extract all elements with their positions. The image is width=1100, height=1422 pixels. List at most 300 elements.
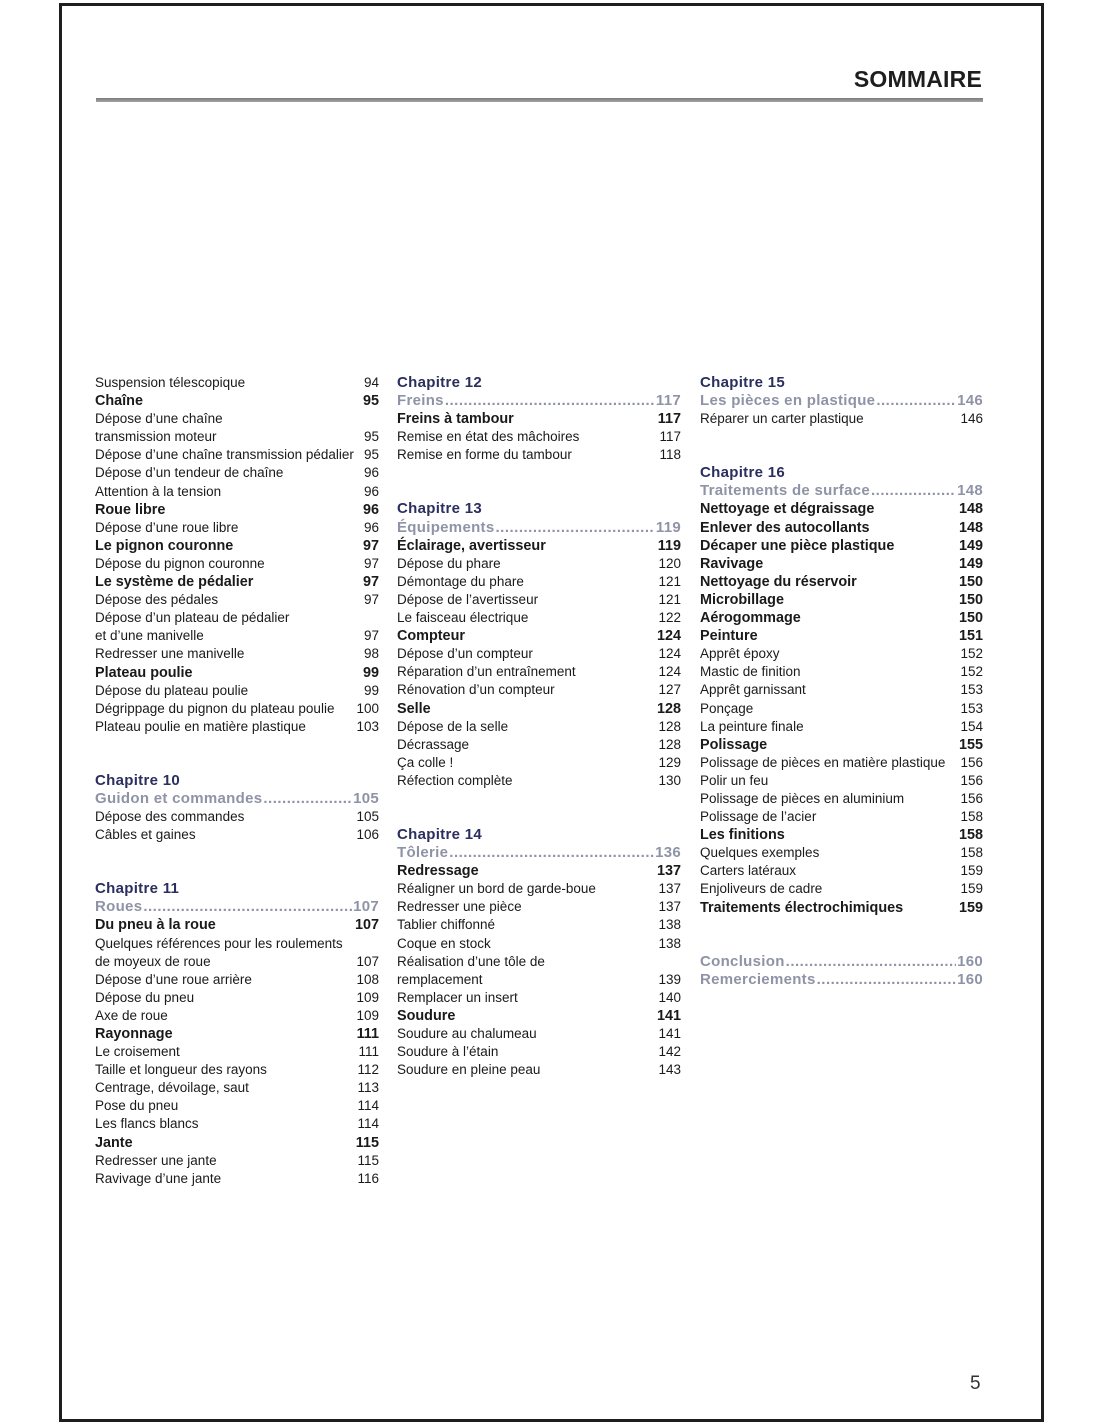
toc-entry-page: 97	[362, 574, 379, 591]
toc-entry-page: 141	[656, 1007, 681, 1024]
chapter-title-entry[interactable]	[397, 844, 681, 862]
toc-entry-title: Dégrippage du pignon du plateau poulie	[95, 700, 335, 716]
page-number: 5	[970, 1373, 981, 1394]
chapter-title: Les pièces en plastique	[700, 392, 876, 410]
toc-entry-title: Plateau poulie en matière plastique	[95, 718, 306, 734]
toc-entry-page: 94	[363, 375, 379, 390]
toc-section-entry[interactable]	[397, 1007, 681, 1025]
toc-entry-page: 114	[357, 1116, 379, 1132]
toc-entry-page: 107	[356, 953, 379, 969]
toc-entry-title: Le pignon couronne	[95, 537, 234, 554]
toc-entry-page: 146	[960, 411, 983, 427]
chapter-title-entry[interactable]	[700, 953, 983, 971]
toc-entry-page: 151	[958, 628, 983, 645]
chapter-title-entry[interactable]	[397, 392, 681, 410]
toc-entry-page: 117	[657, 411, 681, 428]
toc-section-entry[interactable]	[700, 555, 983, 573]
chapter-title: Conclusion	[700, 952, 785, 970]
toc-entry[interactable]	[700, 754, 983, 772]
toc-entry[interactable]	[397, 953, 681, 971]
toc-entry-title: Dépose du pneu	[95, 989, 195, 1005]
toc-entry-title: Réparer un carter plastique	[700, 411, 864, 427]
toc-entry[interactable]	[95, 935, 379, 953]
toc-entry-title: Redresser une manivelle	[95, 646, 245, 662]
toc-entry-page: 158	[960, 845, 983, 861]
chapter-title-entry[interactable]	[397, 519, 681, 537]
toc-entry-title: Taille et longueur des rayons	[95, 1062, 267, 1078]
toc-entry-page: 158	[958, 827, 983, 844]
toc-entry-page: 156	[960, 790, 983, 806]
toc-section-entry[interactable]	[397, 537, 681, 555]
toc-entry-page: 137	[658, 881, 681, 897]
toc-entry-page: 96	[363, 483, 379, 499]
toc-entry-page: 111	[356, 1026, 379, 1042]
toc-section-entry[interactable]	[95, 1025, 379, 1043]
toc-column-1	[95, 374, 379, 1188]
toc-entry-page: 97	[363, 628, 379, 644]
dot-leader	[786, 953, 956, 971]
toc-entry-page: 139	[658, 971, 681, 987]
toc-entry[interactable]	[397, 428, 681, 446]
toc-entry-title: et d’une manivelle	[95, 628, 204, 644]
chapter-page: 146	[957, 392, 983, 410]
toc-entry[interactable]	[95, 645, 379, 663]
toc-entry[interactable]	[95, 555, 379, 573]
dot-leader	[449, 844, 654, 862]
toc-entry[interactable]	[397, 736, 681, 754]
toc-entry-title: Mastic de finition	[700, 664, 801, 680]
chapter-page: 105	[353, 789, 379, 807]
toc-entry[interactable]	[95, 591, 379, 609]
toc-entry-page: 137	[656, 863, 681, 880]
toc-entry[interactable]	[397, 573, 681, 591]
chapter-title-entry[interactable]	[700, 392, 983, 410]
toc-entry[interactable]	[95, 1043, 379, 1061]
toc-entry[interactable]	[397, 446, 681, 464]
toc-entry-title: Les finitions	[700, 827, 785, 844]
toc-entry-title: Enlever des autocollants	[700, 519, 870, 536]
toc-entry-page: 120	[658, 555, 681, 571]
toc-entry[interactable]	[397, 555, 681, 573]
toc-entry-page: 114	[357, 1098, 379, 1114]
toc-section-entry[interactable]	[700, 899, 983, 917]
chapter-title: Tôlerie	[397, 844, 449, 862]
toc-entry-title: Dépose d’une roue arrière	[95, 971, 252, 987]
spacer	[95, 844, 379, 880]
toc-entry-page: 127	[658, 682, 681, 698]
toc-entry-page: 138	[658, 917, 681, 933]
toc-entry-title: Centrage, dévoilage, saut	[95, 1080, 249, 1096]
toc-entry-page: 137	[658, 899, 681, 915]
chapter-title: Remerciements	[700, 970, 816, 988]
toc-entry[interactable]	[397, 935, 681, 953]
toc-entry-page: 96	[362, 501, 379, 518]
toc-entry[interactable]	[700, 410, 983, 428]
toc-entry[interactable]	[397, 971, 681, 989]
toc-entry-title: Dépose de la selle	[397, 718, 509, 734]
toc-entry-page: 124	[658, 664, 681, 680]
toc-entry-title: Ponçage	[700, 700, 754, 716]
toc-entry-title: Décrassage	[397, 736, 470, 752]
toc-entry[interactable]	[95, 718, 379, 736]
toc-entry-title: Freins à tambour	[397, 411, 514, 428]
toc-entry-page: 148	[958, 501, 983, 518]
toc-entry-page: 152	[960, 646, 983, 662]
toc-section-entry[interactable]	[95, 916, 379, 934]
toc-entry[interactable]	[397, 1043, 681, 1061]
toc-entry[interactable]	[397, 681, 681, 699]
toc-entry-page: 128	[658, 736, 681, 752]
dot-leader	[876, 392, 956, 410]
toc-entry-title: transmission moteur	[95, 429, 217, 445]
toc-entry-title: Polir un feu	[700, 772, 769, 788]
toc-entry-page: 122	[658, 610, 681, 626]
chapter-page: 148	[957, 482, 983, 500]
toc-entry-title: Redresser une pièce	[397, 899, 522, 915]
toc-entry[interactable]	[700, 808, 983, 826]
toc-entry-title: Les flancs blancs	[95, 1116, 199, 1132]
toc-entry-page: 156	[960, 772, 983, 788]
toc-entry[interactable]	[397, 645, 681, 663]
toc-entry-title: Remplacer un insert	[397, 989, 518, 1005]
toc-entry-title: Tablier chiffonné	[397, 917, 496, 933]
toc-section-entry[interactable]	[397, 700, 681, 718]
toc-entry-title: Câbles et gaines	[95, 827, 196, 843]
toc-entry-title: Apprêt époxy	[700, 646, 780, 662]
toc-section-entry[interactable]	[397, 627, 681, 645]
toc-entry-page: 149	[958, 537, 983, 554]
toc-entry-page: 115	[355, 1134, 379, 1151]
toc-entry-page: 97	[363, 592, 379, 608]
dot-leader	[871, 482, 956, 500]
toc-entry[interactable]	[95, 971, 379, 989]
toc-entry[interactable]	[397, 754, 681, 772]
dot-leader	[817, 971, 956, 989]
toc-entry-page: 138	[658, 935, 681, 951]
spacer	[397, 464, 681, 500]
toc-entry-page: 116	[357, 1170, 379, 1186]
toc-entry-page: 111	[358, 1044, 379, 1060]
toc-section-entry[interactable]	[95, 501, 379, 519]
toc-section-entry[interactable]	[700, 826, 983, 844]
toc-entry-page: 153	[960, 700, 983, 716]
toc-entry-title: Axe de roue	[95, 1007, 168, 1023]
toc-section-entry[interactable]	[397, 862, 681, 880]
toc-entry[interactable]	[397, 989, 681, 1007]
toc-entry-title: Soudure à l’étain	[397, 1044, 499, 1060]
toc-entry-title: Compteur	[397, 628, 465, 645]
chapter-page: 119	[655, 518, 681, 536]
toc-entry[interactable]	[95, 989, 379, 1007]
toc-entry-title: Nettoyage du réservoir	[700, 573, 857, 590]
toc-entry[interactable]	[700, 681, 983, 699]
toc-entry-title: Le faisceau électrique	[397, 610, 529, 626]
toc-entry-page: 150	[958, 591, 983, 608]
toc-entry-title: Le croisement	[95, 1044, 180, 1060]
toc-entry[interactable]	[397, 898, 681, 916]
toc-entry-title: Dépose des commandes	[95, 809, 245, 825]
toc-entry[interactable]	[700, 718, 983, 736]
toc-entry[interactable]	[95, 1007, 379, 1025]
chapter-page: 117	[655, 392, 681, 410]
toc-section-entry[interactable]	[95, 573, 379, 591]
toc-entry-page: 95	[362, 393, 379, 410]
toc-section-entry[interactable]	[700, 627, 983, 645]
toc-entry-page: 99	[363, 682, 379, 698]
toc-entry[interactable]	[397, 916, 681, 934]
toc-entry-title: Polissage	[700, 736, 768, 753]
toc-entry-page: 152	[960, 664, 983, 680]
toc-entry-page: 124	[658, 646, 681, 662]
toc-entry-title: Dépose d’un tendeur de chaîne	[95, 465, 284, 481]
toc-entry[interactable]	[397, 880, 681, 898]
toc-entry-title: Jante	[95, 1134, 133, 1151]
toc-entry-page: 112	[357, 1062, 379, 1078]
spacer	[397, 790, 681, 826]
chapter-number: Chapitre 12	[397, 374, 482, 391]
toc-section-entry[interactable]	[700, 609, 983, 627]
toc-entry-title: Dépose de l’avertisseur	[397, 591, 539, 607]
toc-section-entry[interactable]	[700, 519, 983, 537]
toc-column-2	[397, 374, 681, 1079]
toc-section-entry[interactable]	[700, 573, 983, 591]
toc-entry-title: Dépose du pignon couronne	[95, 555, 265, 571]
toc-section-entry[interactable]	[397, 410, 681, 428]
chapter-title-entry[interactable]	[700, 971, 983, 989]
chapter-title-entry[interactable]	[700, 482, 983, 500]
toc-entry[interactable]	[95, 519, 379, 537]
toc-entry[interactable]	[95, 609, 379, 627]
spacer	[700, 917, 983, 953]
chapter-page: 160	[957, 970, 983, 988]
toc-entry-page: 148	[958, 519, 983, 536]
toc-entry-page: 115	[357, 1152, 379, 1168]
toc-entry-page: 108	[356, 971, 379, 987]
toc-entry-title: Remise en forme du tambour	[397, 447, 572, 463]
toc-entry-title: Du pneu à la roue	[95, 917, 216, 934]
toc-entry-page: 95	[363, 429, 379, 445]
toc-entry[interactable]	[95, 446, 379, 464]
toc-section-entry[interactable]	[700, 736, 983, 754]
chapter-title: Traitements de surface	[700, 482, 871, 500]
toc-entry-title: Chaîne	[95, 393, 143, 410]
toc-entry-title: Démontage du phare	[397, 573, 524, 589]
toc-entry[interactable]	[95, 1115, 379, 1133]
chapter-number: Chapitre 10	[95, 771, 180, 789]
toc-entry[interactable]	[95, 826, 379, 844]
title-rule	[96, 98, 983, 102]
toc-entry[interactable]	[95, 700, 379, 718]
toc-entry-title: Dépose du phare	[397, 555, 501, 571]
toc-entry-title: Le système de pédalier	[95, 574, 254, 591]
toc-entry[interactable]	[700, 772, 983, 790]
toc-entry[interactable]	[700, 880, 983, 898]
toc-entry-title: Dépose d’une chaîne transmission pédalier	[95, 447, 354, 463]
chapter-number: Chapitre 14	[397, 825, 482, 843]
toc-entry-page: 149	[958, 555, 983, 572]
toc-entry-title: Dépose du plateau poulie	[95, 682, 249, 698]
toc-entry-page: 156	[960, 754, 983, 770]
toc-entry-page: 109	[356, 1007, 379, 1023]
toc-entry[interactable]	[397, 1025, 681, 1043]
toc-entry-page: 96	[363, 465, 379, 481]
toc-entry-title: Peinture	[700, 628, 758, 645]
toc-entry-page: 121	[658, 591, 681, 607]
toc-entry[interactable]	[95, 627, 379, 645]
toc-entry-page: 118	[659, 447, 681, 463]
toc-entry[interactable]	[95, 1152, 379, 1170]
toc-entry-title: Suspension télescopique	[95, 375, 246, 390]
toc-entry-page: 121	[658, 573, 681, 589]
chapter-page: 107	[353, 898, 379, 916]
toc-entry-title: La peinture finale	[700, 718, 804, 734]
toc-entry-page: 106	[356, 827, 379, 843]
toc-entry-page: 143	[658, 1062, 681, 1078]
toc-entry-title: Nettoyage et dégraissage	[700, 501, 875, 518]
dot-leader	[263, 790, 352, 808]
toc-entry-page: 155	[958, 736, 983, 753]
toc-entry[interactable]	[700, 844, 983, 862]
toc-entry[interactable]	[95, 1079, 379, 1097]
toc-entry[interactable]	[397, 772, 681, 790]
toc-section-entry[interactable]	[95, 537, 379, 555]
spacer	[700, 428, 983, 464]
toc-entry-page: 95	[363, 447, 379, 463]
toc-entry[interactable]	[95, 1170, 379, 1188]
toc-entry-title: Attention à la tension	[95, 483, 222, 499]
toc-entry[interactable]	[397, 609, 681, 627]
toc-entry-title: Réparation d’un entraînement	[397, 664, 576, 680]
chapter-page: 160	[957, 952, 983, 970]
toc-entry-title: Pose du pneu	[95, 1098, 179, 1114]
toc-entry-title: Coque en stock	[397, 935, 491, 951]
toc-entry-title: Remise en état des mâchoires	[397, 429, 580, 445]
toc-entry-title: Traitements électrochimiques	[700, 899, 904, 916]
toc-entry[interactable]	[700, 645, 983, 663]
toc-entry-title: Quelques exemples	[700, 845, 820, 861]
toc-entry-title: Redresser une jante	[95, 1152, 217, 1168]
toc-entry-page: 97	[362, 537, 379, 554]
toc-entry-page: 119	[657, 537, 681, 554]
toc-entry-title: Soudure au chalumeau	[397, 1026, 537, 1041]
toc-entry[interactable]	[397, 591, 681, 609]
toc-entry-title: Microbillage	[700, 591, 784, 608]
toc-section-entry[interactable]	[95, 664, 379, 682]
toc-entry-page: 154	[960, 718, 983, 734]
toc-entry-page: 105	[356, 809, 379, 825]
toc-entry-title: Réfection complète	[397, 772, 513, 788]
toc-entry[interactable]	[95, 428, 379, 446]
toc-entry-page: 103	[356, 718, 379, 734]
chapter-number: Chapitre 13	[397, 500, 482, 518]
toc-entry[interactable]	[95, 410, 379, 428]
toc-entry-title: Plateau poulie	[95, 664, 193, 681]
chapter-number: Chapitre 11	[95, 880, 180, 898]
toc-entry-title: Dépose d’une chaîne	[95, 411, 223, 427]
dot-leader	[143, 898, 352, 916]
toc-entry-title: Réalisation d’une tôle de	[397, 953, 545, 969]
toc-entry-title: Quelques références pour les roulements	[95, 935, 343, 951]
chapter-number: Chapitre 16	[700, 464, 785, 482]
toc-entry-page: 124	[656, 628, 681, 645]
toc-entry-title: de moyeux de roue	[95, 953, 211, 969]
toc-entry[interactable]	[95, 483, 379, 501]
toc-entry-title: Carters latéraux	[700, 863, 797, 879]
chapter-title: Guidon et commandes	[95, 789, 263, 807]
toc-entry[interactable]	[397, 663, 681, 681]
toc-section-entry[interactable]	[95, 392, 379, 410]
toc-entry-title: Apprêt garnissant	[700, 682, 806, 698]
toc-entry-title: Éclairage, avertisseur	[397, 537, 546, 554]
toc-entry-title: Dépose d’un plateau de pédalier	[95, 610, 290, 626]
toc-entry[interactable]	[95, 682, 379, 700]
toc-entry-title: Rénovation d’un compteur	[397, 682, 555, 698]
toc-entry-title: Soudure	[397, 1007, 456, 1024]
toc-entry-title: Dépose d’un compteur	[397, 646, 533, 662]
toc-entry-page: 159	[960, 863, 983, 879]
chapter-title: Équipements	[397, 518, 495, 536]
toc-entry-page: 109	[356, 989, 379, 1005]
toc-column-3	[700, 374, 983, 989]
toc-entry-page: 113	[357, 1080, 379, 1096]
chapter-number: Chapitre 15	[700, 374, 785, 391]
chapter-title-entry[interactable]	[95, 790, 379, 808]
toc-entry[interactable]	[700, 862, 983, 880]
toc-entry[interactable]	[700, 700, 983, 718]
toc-entry-page: 130	[658, 772, 681, 788]
toc-entry[interactable]	[95, 808, 379, 826]
toc-entry-page: 117	[659, 429, 681, 445]
toc-entry-page: 153	[960, 682, 983, 698]
toc-entry-title: Polissage de pièces en aluminium	[700, 790, 905, 806]
chapter-title-entry[interactable]	[95, 898, 379, 916]
toc-entry[interactable]	[95, 464, 379, 482]
toc-entry-title: remplacement	[397, 971, 483, 987]
toc-entry-title: Polissage de l’acier	[700, 809, 817, 825]
toc-entry[interactable]	[700, 790, 983, 808]
toc-entry-title: Roue libre	[95, 501, 166, 518]
toc-entry[interactable]	[95, 1061, 379, 1079]
toc-entry-page: 99	[362, 664, 379, 681]
toc-section-entry[interactable]	[700, 500, 983, 518]
toc-entry-title: Redressage	[397, 863, 479, 880]
toc-entry-page: 98	[363, 646, 379, 662]
toc-entry[interactable]	[397, 718, 681, 736]
toc-entry[interactable]	[95, 1097, 379, 1115]
toc-entry-title: Aérogommage	[700, 610, 801, 627]
toc-section-entry[interactable]	[700, 591, 983, 609]
toc-section-entry[interactable]	[700, 537, 983, 555]
toc-entry[interactable]	[95, 374, 379, 392]
toc-entry-page: 159	[958, 899, 983, 916]
toc-entry-page: 150	[958, 573, 983, 590]
toc-entry-title: Enjoliveurs de cadre	[700, 881, 823, 897]
toc-entry[interactable]	[95, 953, 379, 971]
toc-entry[interactable]	[700, 663, 983, 681]
toc-entry-page: 140	[658, 989, 681, 1005]
toc-entry-page: 142	[658, 1044, 681, 1060]
toc-entry-page: 141	[658, 1026, 681, 1041]
toc-entry-title: Dépose des pédales	[95, 592, 219, 608]
toc-entry-page: 128	[656, 700, 681, 717]
toc-section-entry[interactable]	[95, 1134, 379, 1152]
toc-entry-page: 100	[356, 700, 379, 716]
spacer	[95, 736, 379, 772]
toc-entry[interactable]	[397, 1061, 681, 1079]
toc-entry-page: 158	[960, 809, 983, 825]
toc-entry-page: 97	[363, 555, 379, 571]
toc-entry-title: Rayonnage	[95, 1026, 173, 1042]
